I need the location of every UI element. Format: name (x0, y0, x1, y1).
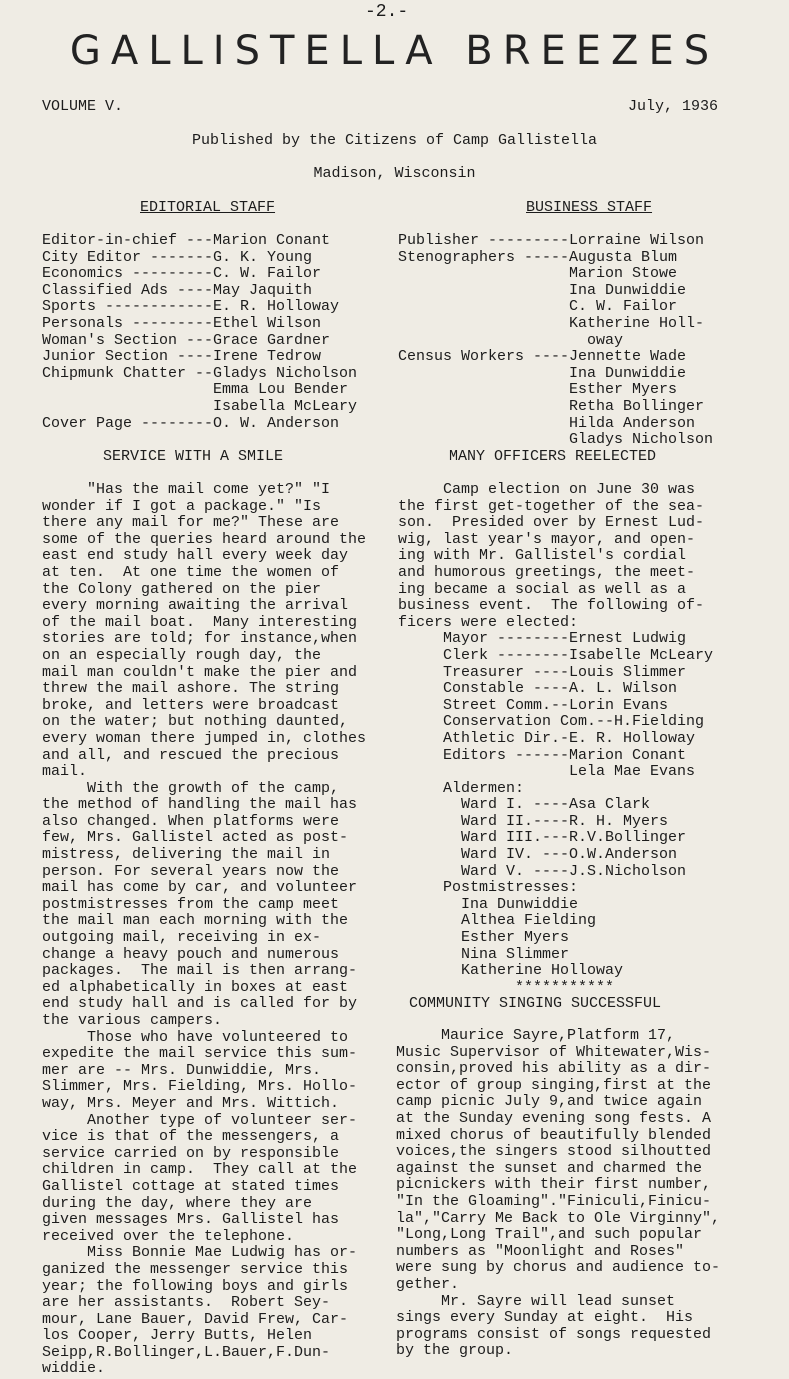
business-staff-line: Census Workers ----Jennette Wade (398, 348, 687, 366)
singing-article-line: consin,proved his ability as a dir- (396, 1060, 712, 1078)
service-article-line: every morning awaiting the arrival (42, 597, 349, 615)
singing-article-line: Mr. Sayre will lead sunset (396, 1292, 676, 1310)
service-article-line: on the water; but nothing daunted, (42, 713, 349, 731)
business-staff-line: Ina Dunwiddie (398, 281, 687, 299)
officers-article-line: Aldermen: (398, 779, 525, 797)
service-article-line: of the mail boat. Many interesting (42, 613, 358, 631)
singing-article-line: Music Supervisor of Whitewater,Wis- (396, 1043, 712, 1061)
business-staff-line: Marion Stowe (398, 265, 678, 283)
service-article-line: outgoing mail, receiving in ex- (42, 929, 322, 947)
service-article-line: every woman there jumped in, clothes (42, 729, 367, 747)
officers-article-line: *********** (398, 978, 615, 996)
singing-article-line: Maurice Sayre,Platform 17, (396, 1027, 676, 1044)
business-staff-list (398, 233, 713, 449)
officers-article-line: Clerk --------Isabelle McLeary (398, 646, 714, 664)
service-article-line: ed alphabetically in boxes at east (42, 978, 349, 996)
location-line: Madison, Wisconsin (313, 165, 476, 182)
publisher-line: Published by the Citizens of Camp Gallistella (191, 132, 598, 149)
service-article-line: expedite the mail service this sum- (42, 1045, 358, 1063)
editorial-staff-heading: EDITORIAL STAFF (140, 199, 276, 216)
officers-article-line: Esther Myers (398, 929, 570, 947)
singing-article-line: were sung by chorus and audience to- (396, 1259, 721, 1277)
officers-article-line: Constable ----A. L. Wilson (398, 680, 678, 698)
service-article-line: Another type of volunteer ser- (42, 1111, 358, 1129)
service-article-line: way, Mrs. Meyer and Mrs. Wittich. (42, 1094, 340, 1112)
editorial-staff-line: Emma Lou Bender (42, 381, 349, 399)
service-article-line: mer are -- Mrs. Dunwiddie, Mrs. (42, 1061, 322, 1079)
editorial-staff-line: Editor-in-chief ---Marion Conant (42, 232, 331, 249)
service-article-line: ganized the messenger service this (42, 1260, 349, 1278)
service-article-line: during the day, where they are (42, 1194, 313, 1212)
service-article-line: packages. The mail is then arrang- (42, 962, 358, 980)
business-staff-line: Ina Dunwiddie (398, 364, 687, 382)
business-staff-line: Retha Bollinger (398, 397, 705, 415)
officers-article-line: the first get-together of the sea- (398, 497, 705, 515)
editorial-staff-line: Isabella McLeary (42, 397, 358, 415)
editorial-staff-line: Classified Ads ----May Jaquith (42, 281, 313, 299)
service-article-line: year; the following boys and girls (42, 1277, 349, 1295)
singing-article-line: camp picnic July 9,and twice again (396, 1093, 703, 1111)
service-article-line: the Colony gathered on the pier (42, 580, 322, 598)
officers-article-line: ing became a social as well as a (398, 580, 687, 598)
singing-article-line: at the Sunday evening song fests. A (396, 1109, 712, 1127)
service-article-line: at ten. At one time the women of (42, 563, 340, 581)
service-article-line: the mail man each morning with the (42, 912, 349, 930)
officers-article-line: son. Presided over by Ernest Lud- (398, 514, 705, 532)
officers-article-line: Ward II.----R. H. Myers (398, 812, 669, 830)
singing-article-line: mixed chorus of beautifully blended (396, 1126, 712, 1144)
service-article-line: also changed. When platforms were (42, 812, 340, 830)
page-number: -2.- (365, 2, 409, 22)
business-staff-line: Esther Myers (398, 381, 678, 399)
editorial-staff-list (42, 233, 357, 432)
officers-article-line: Treasurer ----Louis Slimmer (398, 663, 687, 681)
officers-article-line: and humorous greetings, the meet- (398, 563, 696, 581)
business-staff-line: Publisher ---------Lorraine Wilson (398, 232, 705, 249)
singing-article-line: programs consist of songs requested (396, 1325, 712, 1343)
singing-article-line: sings every Sunday at eight. His (396, 1309, 694, 1327)
officers-article-line: Ward I. ----Asa Clark (398, 796, 651, 814)
officers-article-line: Ward V. ----J.S.Nicholson (398, 862, 687, 880)
officers-article-title: MANY OFFICERS REELECTED (449, 448, 657, 465)
business-staff-line: Gladys Nicholson (398, 431, 714, 449)
singing-article-line: picnickers with their first number, (396, 1176, 712, 1194)
service-article-line: wonder if I got a package." "Is (42, 497, 322, 515)
service-article-line: widdie. (42, 1360, 106, 1378)
officers-article-line: Editors ------Marion Conant (398, 746, 687, 764)
service-article-line: east end study hall every week day (42, 547, 349, 565)
service-article-line: postmistresses from the camp meet (42, 895, 340, 913)
service-article-line: change a heavy pouch and numerous (42, 945, 340, 963)
business-staff-line: C. W. Failor (398, 298, 678, 316)
service-article-line: there any mail for me?" These are (42, 514, 340, 532)
service-article-title: SERVICE WITH A SMILE (103, 448, 284, 465)
singing-article-line: la","Carry Me Back to Ole Virginny", (396, 1209, 721, 1227)
officers-article-line: ing with Mr. Gallistel's cordial (398, 547, 687, 565)
officers-article-line: Ward IV. ---O.W.Anderson (398, 846, 678, 864)
editorial-staff-line: Economics ---------C. W. Failor (42, 265, 322, 283)
service-article-line: stories are told; for instance,when (42, 630, 358, 648)
singing-article-title: COMMUNITY SINGING SUCCESSFUL (409, 995, 662, 1012)
service-article-line: given messages Mrs. Gallistel has (42, 1211, 340, 1229)
editorial-staff-line: City Editor -------G. K. Young (42, 248, 313, 266)
officers-article-line: Mayor --------Ernest Ludwig (398, 630, 687, 648)
issue-date: July, 1936 (628, 98, 719, 115)
singing-article-line: "Long,Long Trail",and such popular (396, 1226, 703, 1244)
service-article-line: threw the mail ashore. The string (42, 680, 340, 698)
officers-article-line: Camp election on June 30 was (398, 481, 696, 498)
service-article-line: person. For several years now the (42, 862, 340, 880)
service-article-line: the method of handling the mail has (42, 796, 358, 814)
officers-article-line: business event. The following of- (398, 597, 705, 615)
service-article-line: children in camp. They call at the (42, 1161, 358, 1179)
business-staff-line: Stenographers -----Augusta Blum (398, 248, 678, 266)
service-article-line: mail man couldn't make the pier and (42, 663, 358, 681)
service-article-line: Miss Bonnie Mae Ludwig has or- (42, 1244, 358, 1262)
officers-article-body (398, 482, 713, 996)
officers-article-line: Postmistresses: (398, 879, 579, 897)
business-staff-line: Hilda Anderson (398, 414, 696, 432)
service-article-line: end study hall and is called for by (42, 995, 358, 1013)
service-article-line: mour, Lane Bauer, David Frew, Car- (42, 1310, 349, 1328)
service-article-line: mistress, delivering the mail in (42, 846, 331, 864)
officers-article-line: ficers were elected: (398, 613, 579, 631)
service-article-line: vice is that of the messengers, a (42, 1128, 340, 1146)
editorial-staff-line: Personals ---------Ethel Wilson (42, 314, 322, 332)
service-article-line: service carried on by responsible (42, 1144, 340, 1162)
service-article-line: Those who have volunteered to (42, 1028, 349, 1046)
singing-article-line: voices,the singers stood silhoutted (396, 1143, 712, 1161)
officers-article-line: Nina Slimmer (398, 945, 570, 963)
editorial-staff-line: Chipmunk Chatter --Gladys Nicholson (42, 364, 358, 382)
business-staff-line: Katherine Holl- (398, 314, 705, 332)
service-article-line: mail. (42, 763, 88, 781)
service-article-line: With the growth of the camp, (42, 779, 340, 797)
singing-article-body (396, 1028, 720, 1360)
singing-article-line: gether. (396, 1275, 460, 1293)
service-article-line: mail has come by car, and volunteer (42, 879, 358, 897)
service-article-line: and all, and rescued the precious (42, 746, 340, 764)
service-article-body (42, 482, 366, 1378)
service-article-line: are her assistants. Robert Sey- (42, 1294, 331, 1312)
officers-article-line: Ina Dunwiddie (398, 895, 579, 913)
singing-article-line: by the group. (396, 1342, 514, 1360)
service-article-line: "Has the mail come yet?" "I (42, 481, 331, 498)
service-article-line: few, Mrs. Gallistel acted as post- (42, 829, 349, 847)
service-article-line: los Cooper, Jerry Butts, Helen (42, 1327, 313, 1345)
singing-article-line: ector of group singing,first at the (396, 1076, 712, 1094)
officers-article-line: Street Comm.--Lorin Evans (398, 696, 669, 714)
editorial-staff-line: Cover Page --------O. W. Anderson (42, 414, 340, 432)
singing-article-line: against the sunset and charmed the (396, 1159, 703, 1177)
service-article-line: on an especially rough day, the (42, 646, 322, 664)
singing-article-line: "In the Gloaming"."Finiculi,Finicu- (396, 1192, 712, 1210)
officers-article-line: Ward III.---R.V.Bollinger (398, 829, 687, 847)
officers-article-line: Lela Mae Evans (398, 763, 696, 781)
business-staff-line: oway (398, 331, 624, 349)
service-article-line: some of the queries heard around the (42, 530, 367, 548)
officers-article-line: wig, last year's mayor, and open- (398, 530, 696, 548)
service-article-line: received over the telephone. (42, 1227, 295, 1245)
service-article-line: Gallistel cottage at stated times (42, 1177, 340, 1195)
service-article-line: Seipp,R.Bollinger,L.Bauer,F.Dun- (42, 1343, 331, 1361)
volume-label: VOLUME V. (42, 98, 124, 115)
singing-article-line: numbers as "Moonlight and Roses" (396, 1242, 685, 1260)
business-staff-heading: BUSINESS STAFF (526, 199, 653, 216)
service-article-line: Slimmer, Mrs. Fielding, Mrs. Hollo- (42, 1078, 358, 1096)
officers-article-line: Athletic Dir.-E. R. Holloway (398, 729, 696, 747)
officers-article-line: Conservation Com.--H.Fielding (398, 713, 705, 731)
editorial-staff-line: Junior Section ----Irene Tedrow (42, 348, 322, 366)
editorial-staff-line: Sports ------------E. R. Holloway (42, 298, 340, 316)
service-article-line: broke, and letters were broadcast (42, 696, 340, 714)
editorial-staff-line: Woman's Section ---Grace Gardner (42, 331, 331, 349)
masthead-title: GALLISTELLA BREEZES (69, 28, 720, 74)
officers-article-line: Althea Fielding (398, 912, 597, 930)
service-article-line: the various campers. (42, 1012, 223, 1029)
officers-article-line: Katherine Holloway (398, 962, 624, 980)
